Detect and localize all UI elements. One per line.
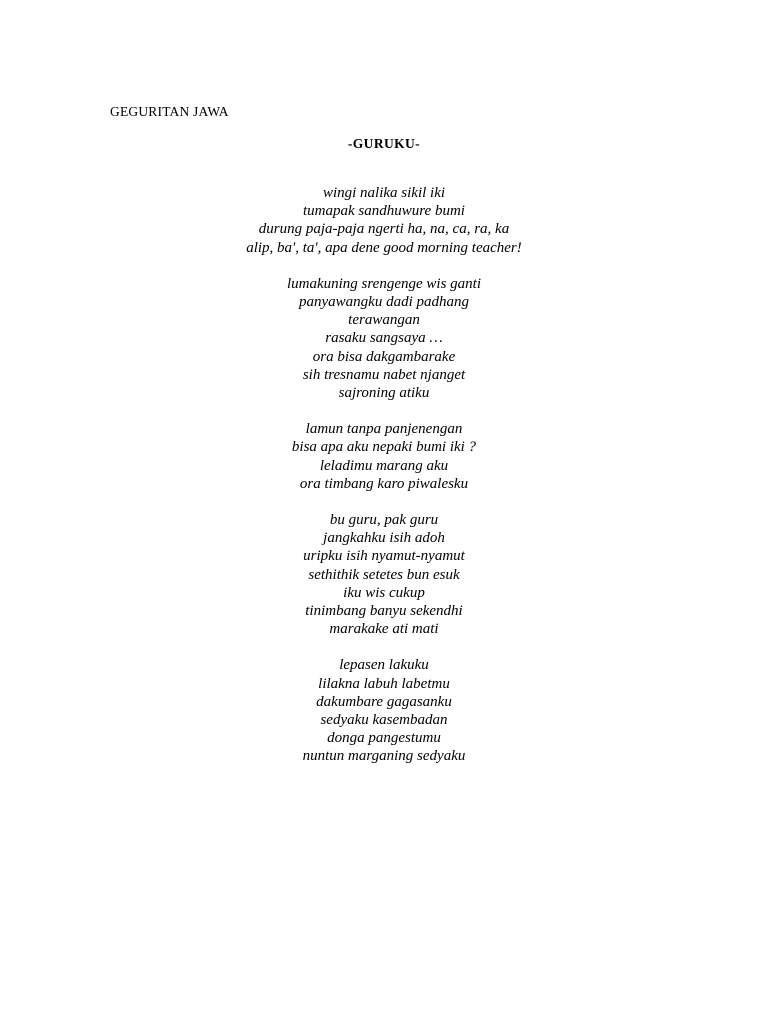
- poem-line: wingi nalika sikil iki: [322, 185, 446, 201]
- poem-line: lamun tanpa panjenengan: [305, 421, 463, 438]
- stanza-3: [0, 420, 768, 493]
- stanza-5: [0, 656, 768, 765]
- poem-line: bu guru, pak guru: [329, 512, 439, 529]
- poem-line: lumakuning srengenge wis ganti: [286, 275, 481, 292]
- poem-line: bisa apa aku nepaki bumi iki ?: [291, 439, 477, 456]
- poem-line: dakumbare gagasanku: [316, 693, 452, 710]
- poem-line: leladimu marang aku: [319, 457, 449, 474]
- poem-line: rasaku sangsaya …: [325, 330, 443, 347]
- poem-line: uripku isih nyamut-nyamut: [303, 548, 465, 565]
- stanza-4: [0, 511, 768, 638]
- poem-line: jangkahku isih adoh: [323, 530, 445, 547]
- poem-line: alip, ba', ta', apa dene good morning teacher!: [246, 239, 522, 256]
- poem-line: ora bisa dakgambarake: [312, 348, 456, 365]
- poem-line: lepasen lakuku: [339, 657, 429, 674]
- poem-line: nuntun marganing sedyaku: [302, 748, 466, 765]
- poem-title: -GURUKU-: [347, 136, 421, 151]
- poem-line: panyawangku dadi padhang: [299, 294, 469, 311]
- poem-line: donga pangestumu: [327, 730, 441, 747]
- poem-line: sethithik setetes bun esuk: [308, 566, 460, 583]
- poem-line: lilakna labuh labetmu: [318, 675, 450, 692]
- stanza-2: [0, 275, 768, 402]
- poem-line: ora timbang karo piwalesku: [299, 475, 469, 492]
- poem-line: tumapak sandhuwure bumi: [303, 203, 465, 220]
- poem-line: sajroning atiku: [338, 385, 430, 402]
- poem-line: tinimbang banyu sekendhi: [305, 603, 463, 620]
- poem-line: sedyaku kasembadan: [320, 712, 448, 729]
- poem-line: durung paja-paja ngerti ha, na, ca, ra, ka: [258, 221, 510, 238]
- document-header: GEGURITAN JAWA: [110, 104, 229, 119]
- poem-line: terawangan: [348, 312, 420, 329]
- poem-line: iku wis cukup: [343, 584, 425, 601]
- poem-body: [0, 184, 768, 784]
- poem-line: marakake ati mati: [329, 621, 439, 638]
- stanza-1: [0, 184, 768, 257]
- poem-line: sih tresnamu nabet njanget: [302, 366, 466, 383]
